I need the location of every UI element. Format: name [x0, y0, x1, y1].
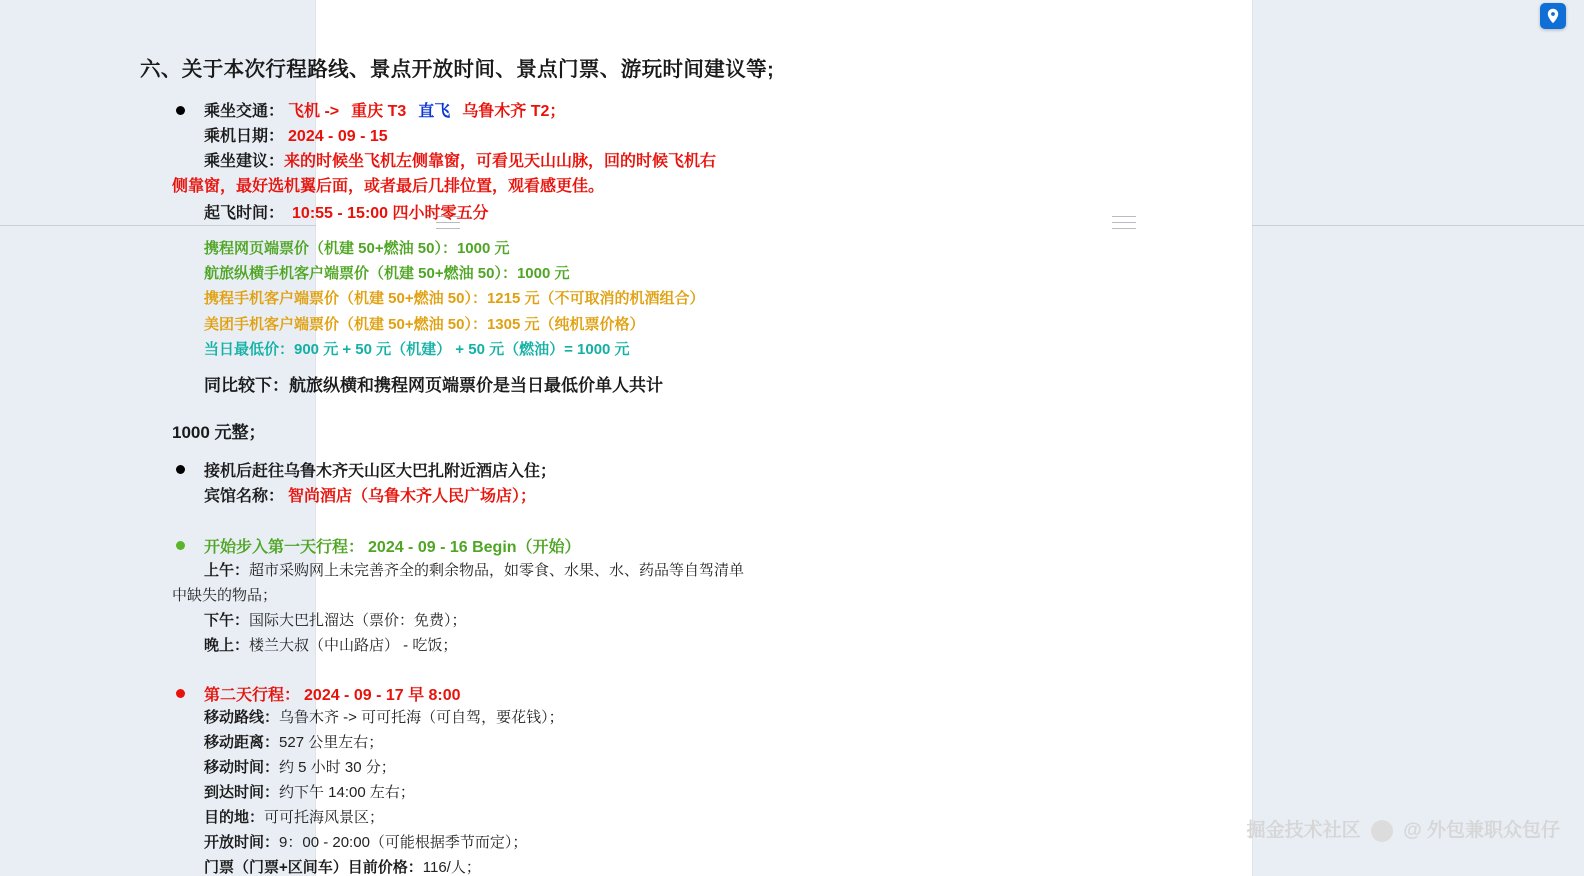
- bullet-dot-green: [176, 541, 185, 550]
- flight-date-line: [204, 123, 388, 146]
- day1-evening-line: [204, 634, 457, 655]
- day2-row: [204, 806, 384, 827]
- price-row: 当日最低价：900 元 + 50 元（机建） + 50 元（燃油）= 1000 元: [204, 341, 630, 358]
- hotel-name-line: [204, 483, 536, 506]
- day2-row-label: 移动距离：: [204, 734, 280, 751]
- day2-title-label: 第二天行程：: [204, 687, 301, 704]
- day2-row: [204, 706, 564, 727]
- bullet-dot: [176, 465, 185, 474]
- day1-title-label: 开始步入第一天行程：: [204, 539, 365, 556]
- page-break-line-right: [1252, 225, 1584, 226]
- map-pin-icon: [1546, 8, 1560, 24]
- day2-row-value: 约下午 14:00 左右；: [279, 784, 415, 801]
- hotel-name-label: 宾馆名称：: [204, 488, 285, 505]
- flight-advice-value-1: 来的时候坐飞机左侧靠窗，可看见天山山脉，回的时候飞机右: [284, 153, 717, 170]
- transport-route-2: 重庆 T3: [351, 103, 407, 120]
- price-row: 美团手机客户端票价（机建 50+燃油 50）：1305 元（纯机票价格）: [204, 316, 645, 333]
- summary-line-2: 1000 元整；: [172, 423, 266, 442]
- page-break-mark-right: [1112, 216, 1136, 232]
- day2-row-value: 116/人；: [422, 859, 481, 876]
- flight-advice-line-2: [172, 173, 604, 196]
- flight-depart-value: 10:55 - 15:00 四小时零五分: [292, 205, 489, 222]
- flight-date-value: 2024 - 09 - 15: [288, 128, 388, 145]
- transport-route-4: 乌鲁木齐 T2；: [462, 103, 566, 120]
- day1-afternoon-value: 国际大巴扎溜达（票价：免费）；: [249, 612, 467, 629]
- day1-evening-label: 晚上：: [204, 637, 250, 654]
- watermark-right: @ 外包兼职众包仔: [1403, 820, 1560, 841]
- day2-row-value: 527 公里左右；: [279, 734, 384, 751]
- flight-date-label: 乘机日期：: [204, 128, 285, 145]
- hotel-name-value: 智尚酒店（乌鲁木齐人民广场店）；: [288, 488, 537, 505]
- summary-line-1: 同比较下：航旅纵横和携程网页端票价是当日最低价单人共计: [204, 376, 663, 395]
- day2-row: [204, 731, 383, 752]
- day2-row-value: 9：00 - 20:00（可能根据季节而定）；: [279, 834, 528, 851]
- page-title: 六、关于本次行程路线、景点开放时间、景点门票、游玩时间建议等;: [140, 58, 775, 81]
- transport-route-3: 直飞: [418, 103, 451, 120]
- flight-advice-line-1: [204, 148, 716, 171]
- day2-row-value: 约 5 小时 30 分；: [279, 759, 396, 776]
- day2-row-label: 到达时间：: [204, 784, 280, 801]
- price-row: 携程手机客户端票价（机建 50+燃油 50）：1215 元（不可取消的机酒组合）: [204, 290, 705, 307]
- map-pin-button[interactable]: [1540, 3, 1566, 29]
- transport-label: 乘坐交通：: [204, 103, 285, 120]
- day1-morning-value-1: 超市采购网上未完善齐全的剩余物品，如零食、水果、水、药品等自驾清单: [249, 562, 745, 579]
- transport-route-1: 飞机 ->: [288, 103, 340, 120]
- day1-morning-line-1: [204, 559, 744, 580]
- day2-row: [204, 756, 396, 777]
- watermark-left: 掘金技术社区: [1246, 820, 1361, 841]
- transport-line: [204, 98, 565, 121]
- day2-title-line: [204, 682, 461, 705]
- day1-afternoon-line: [204, 609, 467, 630]
- bullet-dot: [176, 106, 185, 115]
- day2-row-label: 门票（门票+区间车）目前价格：: [204, 859, 423, 876]
- day2-row-value: 可可托海风景区；: [264, 809, 385, 826]
- watermark-avatar: [1371, 820, 1393, 842]
- flight-advice-label: 乘坐建议：: [204, 153, 285, 170]
- day2-row: [204, 831, 527, 852]
- day2-row-label: 开放时间：: [204, 834, 280, 851]
- day2-row: [204, 781, 415, 802]
- flight-depart-label: 起飞时间：: [204, 205, 285, 222]
- watermark: [1247, 815, 1560, 842]
- price-row: 航旅纵横手机客户端票价（机建 50+燃油 50）：1000 元: [204, 265, 570, 282]
- day2-row: [204, 856, 481, 876]
- day1-afternoon-label: 下午：: [204, 612, 250, 629]
- flight-advice-value-2: 侧靠窗，最好选机翼后面，或者最后几排位置，观看感更佳。: [172, 178, 605, 195]
- day1-morning-line-2: 中缺失的物品；: [172, 587, 278, 604]
- day1-evening-value: 楼兰大叔（中山路店） - 吃饭；: [249, 637, 458, 654]
- day2-title-value: 2024 - 09 - 17 早 8:00: [304, 687, 461, 704]
- price-row: 携程网页端票价（机建 50+燃油 50）：1000 元: [204, 240, 510, 257]
- day2-row-label: 目的地：: [204, 809, 265, 826]
- day1-title-line: [204, 534, 581, 557]
- day2-row-label: 移动时间：: [204, 759, 280, 776]
- day1-title-value: 2024 - 09 - 16 Begin（开始）: [368, 539, 581, 556]
- flight-depart-line: [204, 200, 489, 223]
- day1-morning-label: 上午：: [204, 562, 250, 579]
- hotel-pickup-text: 接机后赶往乌鲁木齐天山区大巴扎附近酒店入住；: [204, 463, 557, 480]
- day2-row-label: 移动路线：: [204, 709, 280, 726]
- day2-row-value: 乌鲁木齐 -> 可可托海（可自驾，要花钱）；: [279, 709, 564, 726]
- bullet-dot-red: [176, 689, 185, 698]
